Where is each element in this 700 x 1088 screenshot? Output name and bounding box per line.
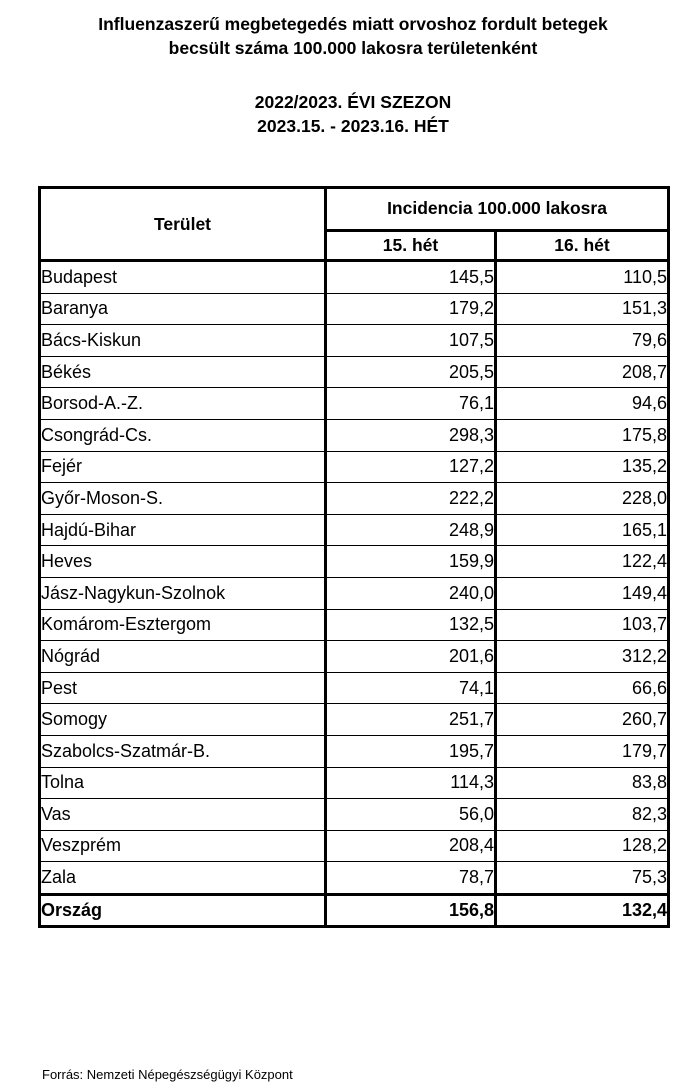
week-15-value: 201,6 [326, 641, 496, 673]
week-15-value: 248,9 [326, 514, 496, 546]
table-row [40, 388, 669, 420]
season-line-2: 2023.15. - 2023.16. HÉT [257, 116, 449, 136]
week-16-value: 228,0 [496, 483, 669, 515]
document-title [0, 12, 700, 60]
week-16-value: 260,7 [496, 704, 669, 736]
week-15-value: 195,7 [326, 735, 496, 767]
week-16-value: 66,6 [496, 672, 669, 704]
region-name: Fejér [40, 451, 326, 483]
week-16-value: 110,5 [496, 261, 669, 294]
week-15-value: 78,7 [326, 862, 496, 895]
region-name: Bács-Kiskun [40, 325, 326, 357]
week-16-value: 151,3 [496, 293, 669, 325]
header-week-16: 16. hét [496, 230, 669, 260]
week-15-value: 222,2 [326, 483, 496, 515]
region-name: Tolna [40, 767, 326, 799]
week-16-value: 175,8 [496, 419, 669, 451]
table-row [40, 293, 669, 325]
week-16-value: 103,7 [496, 609, 669, 641]
table-row [40, 767, 669, 799]
table-row [40, 514, 669, 546]
region-name: Csongrád-Cs. [40, 419, 326, 451]
table-row [40, 483, 669, 515]
week-15-value: 208,4 [326, 830, 496, 862]
table-body [40, 261, 669, 895]
title-line-2: becsült száma 100.000 lakosra területenként [168, 38, 538, 58]
table-row [40, 356, 669, 388]
week-16-value: 83,8 [496, 767, 669, 799]
week-15-value: 76,1 [326, 388, 496, 420]
header-incidence: Incidencia 100.000 lakosra [326, 188, 669, 231]
total-row [40, 894, 669, 926]
header-area: Terület [40, 188, 326, 261]
table-row [40, 735, 669, 767]
week-15-value: 205,5 [326, 356, 496, 388]
week-16-value: 122,4 [496, 546, 669, 578]
week-16-value: 82,3 [496, 799, 669, 831]
region-name: Borsod-A.-Z. [40, 388, 326, 420]
table-row [40, 704, 669, 736]
week-15-value: 159,9 [326, 546, 496, 578]
region-name: Somogy [40, 704, 326, 736]
source-note: Forrás: Nemzeti Népegészségügyi Központ [42, 1067, 293, 1082]
region-name: Zala [40, 862, 326, 895]
total-week-15: 156,8 [326, 894, 496, 926]
title-line-1: Influenzaszerű megbetegedés miatt orvoshoz fordult betegek [98, 14, 608, 34]
region-name: Jász-Nagykun-Szolnok [40, 577, 326, 609]
table-row [40, 641, 669, 673]
region-name: Hajdú-Bihar [40, 514, 326, 546]
table-row [40, 609, 669, 641]
table-row [40, 830, 669, 862]
week-15-value: 251,7 [326, 704, 496, 736]
region-name: Komárom-Esztergom [40, 609, 326, 641]
week-16-value: 312,2 [496, 641, 669, 673]
table-row [40, 261, 669, 294]
week-15-value: 145,5 [326, 261, 496, 294]
table-row [40, 672, 669, 704]
week-16-value: 94,6 [496, 388, 669, 420]
table-row [40, 451, 669, 483]
week-16-value: 179,7 [496, 735, 669, 767]
season-line-1: 2022/2023. ÉVI SZEZON [254, 92, 452, 112]
week-15-value: 74,1 [326, 672, 496, 704]
region-name: Veszprém [40, 830, 326, 862]
table-row [40, 799, 669, 831]
week-16-value: 128,2 [496, 830, 669, 862]
week-15-value: 107,5 [326, 325, 496, 357]
week-16-value: 208,7 [496, 356, 669, 388]
week-16-value: 165,1 [496, 514, 669, 546]
table-row [40, 419, 669, 451]
week-15-value: 127,2 [326, 451, 496, 483]
table-row [40, 325, 669, 357]
season-heading [0, 90, 700, 138]
region-name: Pest [40, 672, 326, 704]
week-16-value: 75,3 [496, 862, 669, 895]
region-name: Budapest [40, 261, 326, 294]
total-name: Ország [40, 894, 326, 926]
week-16-value: 149,4 [496, 577, 669, 609]
region-name: Győr-Moson-S. [40, 483, 326, 515]
region-name: Baranya [40, 293, 326, 325]
week-16-value: 135,2 [496, 451, 669, 483]
total-week-16: 132,4 [496, 894, 669, 926]
region-name: Szabolcs-Szatmár-B. [40, 735, 326, 767]
week-15-value: 56,0 [326, 799, 496, 831]
week-16-value: 79,6 [496, 325, 669, 357]
header-week-15: 15. hét [326, 230, 496, 260]
region-name: Békés [40, 356, 326, 388]
week-15-value: 114,3 [326, 767, 496, 799]
incidence-table [38, 186, 670, 928]
table-row [40, 546, 669, 578]
week-15-value: 179,2 [326, 293, 496, 325]
region-name: Vas [40, 799, 326, 831]
region-name: Nógrád [40, 641, 326, 673]
table-row [40, 577, 669, 609]
week-15-value: 298,3 [326, 419, 496, 451]
region-name: Heves [40, 546, 326, 578]
table-row [40, 862, 669, 895]
week-15-value: 240,0 [326, 577, 496, 609]
week-15-value: 132,5 [326, 609, 496, 641]
